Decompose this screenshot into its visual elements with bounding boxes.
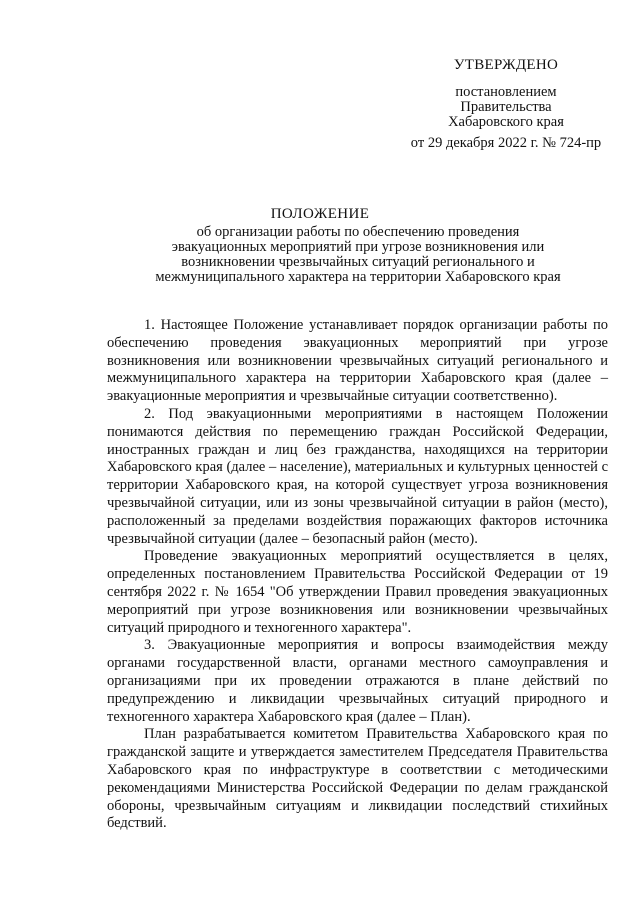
- paragraph-3-continued: План разрабатывается комитетом Правительства Хабаровского края по гражданской защите и утверждается заместителем Председателя Правительства Хабаровского края по инфраструктуре в соответствии с методическими рекомендациями Министерства Российской Федерации по делам гражданской обороны, чрезвычайным ситуациям и ликвидации последствий стихийных бедствий.: [107, 726, 608, 832]
- paragraph-1: 1. Настоящее Положение устанавливает порядок организации работы по обеспечению проведения эвакуационных мероприятий при угрозе возникновения или возникновении чрезвычайных ситуаций регионального и межмуниципального характера на территории Хабаровского края (далее – эвакуационные мероприятия и чрезвычайные ситуации соответственно).: [107, 317, 608, 405]
- subtitle-line: об организации работы по обеспечению проведения: [196, 224, 520, 240]
- approval-heading: УТВЕРЖДЕНО: [453, 57, 559, 73]
- approval-block: [392, 58, 620, 151]
- approval-date-number: от 29 декабря 2022 г. № 724-пр: [410, 135, 602, 151]
- document-body: [107, 317, 608, 833]
- document-subtitle: [130, 225, 586, 285]
- subtitle-line: возникновении чрезвычайных ситуаций регионального и: [181, 254, 535, 270]
- subtitle-line: межмуниципального характера на территории Хабаровского края: [155, 269, 561, 285]
- paragraph-2-continued: Проведение эвакуационных мероприятий осуществляется в целях, определенных постановлением Правительства Российской Федерации от 19 сентября 2022 г. № 1654 "Об утверждении Правил проведения эвакуационных мероприятий при угрозе возникновения или возникновении чрезвычайных ситуаций природного и техногенного характера".: [107, 548, 608, 636]
- paragraph-3: 3. Эвакуационные мероприятия и вопросы взаимодействия между органами государственной власти, органами местного самоуправления и организациями при их проведении отражаются в плане действий по предупреждению и ликвидации чрезвычайных ситуаций природного и техногенного характера Хабаровского края (далее – План).: [107, 637, 608, 725]
- approval-line-government: Правительства: [460, 99, 552, 115]
- paragraph-2: 2. Под эвакуационными мероприятиями в настоящем Положении понимаются действия по перемещению граждан Российской Федерации, иностранных граждан и лиц без гражданства, находящихся на территории Хабаровского края (далее – население), материальных и культурных ценностей с территории Хабаровского края, на которой существует угроза возникновения чрезвычайной ситуации, или из зоны чрезвычайной ситуации в район (место), расположенный за пределами воздействия поражающих факторов источника чрезвычайной ситуации (далее – безопасный район (место).: [107, 405, 609, 547]
- document-title: ПОЛОЖЕНИЕ: [270, 206, 370, 222]
- approval-line-resolution: постановлением: [455, 84, 557, 100]
- approval-line-region: Хабаровского края: [448, 114, 564, 130]
- subtitle-line: эвакуационных мероприятий при угрозе возникновения или: [171, 239, 545, 255]
